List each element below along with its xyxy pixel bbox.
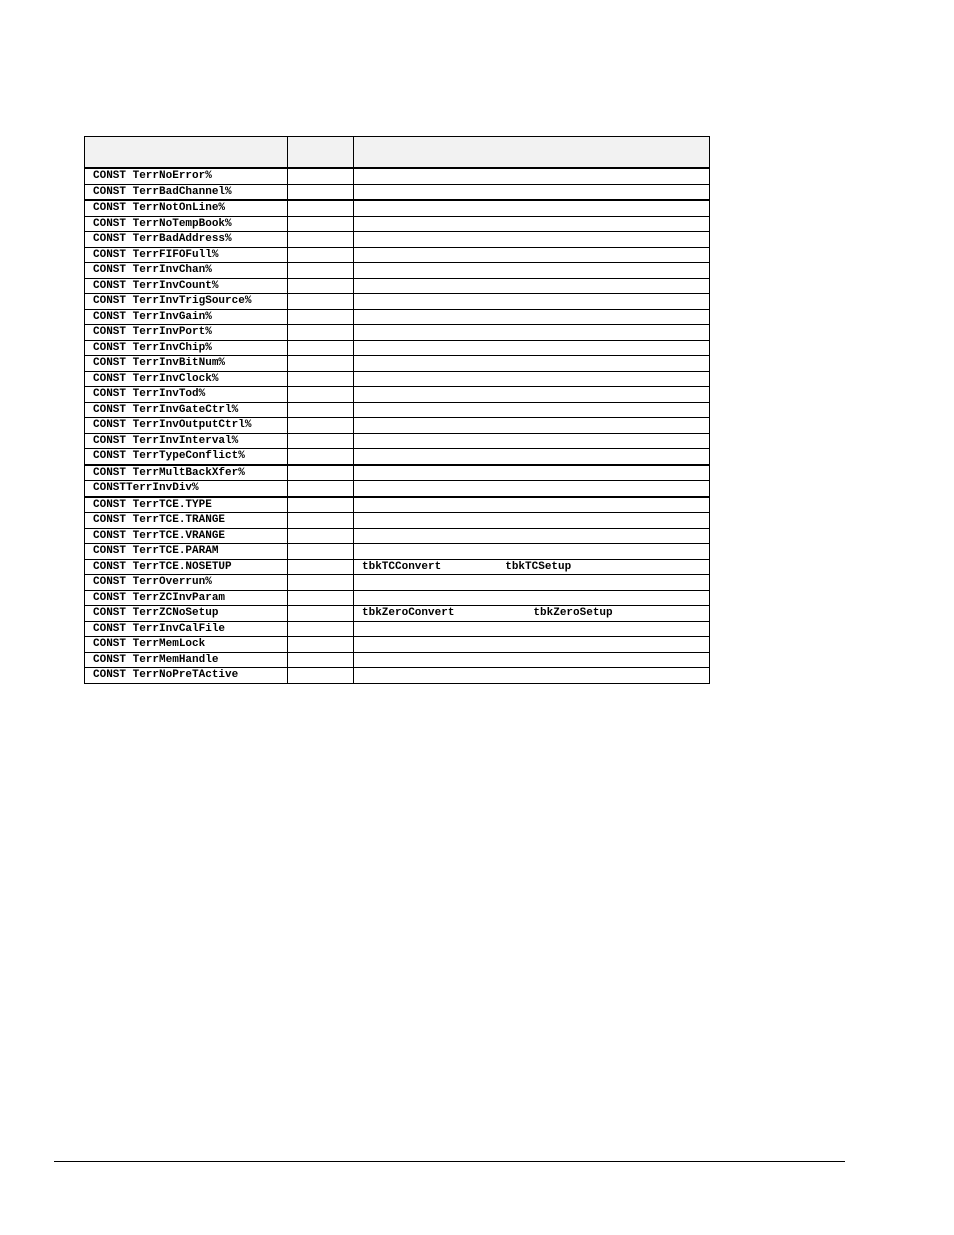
value-cell	[288, 621, 354, 637]
table-row	[85, 513, 710, 529]
table-row	[85, 325, 710, 341]
description-cell	[354, 544, 710, 560]
constant-name: CONST TerrInvOutputCtrl%	[85, 418, 288, 434]
description-cell	[354, 168, 710, 184]
value-cell	[288, 340, 354, 356]
constant-name: CONST TerrZCInvParam	[85, 590, 288, 606]
table-row	[85, 168, 710, 184]
table-row	[85, 371, 710, 387]
value-cell	[288, 371, 354, 387]
description-cell	[354, 184, 710, 200]
value-cell	[288, 513, 354, 529]
table-row	[85, 559, 710, 575]
description-cell	[354, 481, 710, 497]
value-cell	[288, 200, 354, 216]
table-row	[85, 481, 710, 497]
constant-name: CONST TerrInvBitNum%	[85, 356, 288, 372]
value-cell	[288, 606, 354, 622]
value-cell	[288, 497, 354, 513]
table-row	[85, 278, 710, 294]
constant-name: CONST TerrFIFOFull%	[85, 247, 288, 263]
value-cell	[288, 232, 354, 248]
value-cell	[288, 528, 354, 544]
constant-name: CONST TerrZCNoSetup	[85, 606, 288, 622]
table-row	[85, 402, 710, 418]
description-cell	[354, 216, 710, 232]
table-row	[85, 387, 710, 403]
table-row	[85, 433, 710, 449]
constant-name: CONST TerrInvTrigSource%	[85, 294, 288, 310]
table-row	[85, 418, 710, 434]
constant-name: CONST TerrTCE.VRANGE	[85, 528, 288, 544]
table-row	[85, 528, 710, 544]
value-cell	[288, 402, 354, 418]
table-row	[85, 247, 710, 263]
constant-name: CONST TerrInvChip%	[85, 340, 288, 356]
constant-name: CONST TerrTCE.PARAM	[85, 544, 288, 560]
constant-name: CONST TerrMultBackXfer%	[85, 465, 288, 481]
value-cell	[288, 168, 354, 184]
table-row	[85, 294, 710, 310]
table-row	[85, 449, 710, 465]
value-cell	[288, 652, 354, 668]
table-row	[85, 232, 710, 248]
table-row	[85, 263, 710, 279]
function-ref: tbkTCSetup	[505, 560, 572, 573]
description-cell	[354, 590, 710, 606]
table-row	[85, 652, 710, 668]
description-cell	[354, 528, 710, 544]
function-ref: tbkZeroSetup	[533, 607, 613, 620]
header-value	[288, 137, 354, 169]
constant-name: CONST TerrInvChan%	[85, 263, 288, 279]
description-cell	[354, 294, 710, 310]
constant-name: CONST TerrNotOnLine%	[85, 200, 288, 216]
description-cell	[354, 513, 710, 529]
constant-name: CONST TerrBadChannel%	[85, 184, 288, 200]
description-cell	[354, 309, 710, 325]
value-cell	[288, 263, 354, 279]
table-row	[85, 465, 710, 481]
description-cell	[354, 200, 710, 216]
value-cell	[288, 449, 354, 465]
description-cell	[354, 606, 710, 622]
value-cell	[288, 544, 354, 560]
value-cell	[288, 637, 354, 653]
description-cell	[354, 559, 710, 575]
description-cell	[354, 433, 710, 449]
description-cell	[354, 465, 710, 481]
constant-name: CONST TerrInvCount%	[85, 278, 288, 294]
table-row	[85, 200, 710, 216]
value-cell	[288, 294, 354, 310]
description-cell	[354, 340, 710, 356]
footer-divider	[54, 1161, 845, 1162]
constant-name: CONST TerrTCE.TYPE	[85, 497, 288, 513]
value-cell	[288, 575, 354, 591]
constant-name: CONST TerrInvClock%	[85, 371, 288, 387]
table-row	[85, 216, 710, 232]
description-cell	[354, 371, 710, 387]
constant-name: CONSTTerrInvDiv%	[85, 481, 288, 497]
value-cell	[288, 325, 354, 341]
table-row	[85, 356, 710, 372]
description-cell	[354, 418, 710, 434]
description-cell	[354, 263, 710, 279]
table-row	[85, 575, 710, 591]
constant-name: CONST TerrTCE.NOSETUP	[85, 559, 288, 575]
value-cell	[288, 559, 354, 575]
description-cell	[354, 232, 710, 248]
constant-name: CONST TerrNoTempBook%	[85, 216, 288, 232]
constant-name: CONST TerrInvInterval%	[85, 433, 288, 449]
value-cell	[288, 278, 354, 294]
table-row	[85, 606, 710, 622]
table-row	[85, 544, 710, 560]
constant-name: CONST TerrTypeConflict%	[85, 449, 288, 465]
value-cell	[288, 247, 354, 263]
description-cell	[354, 621, 710, 637]
value-cell	[288, 309, 354, 325]
constant-name: CONST TerrNoPreTActive	[85, 668, 288, 684]
table-row	[85, 497, 710, 513]
value-cell	[288, 481, 354, 497]
value-cell	[288, 356, 354, 372]
description-cell	[354, 497, 710, 513]
table-header-row	[85, 137, 710, 169]
header-description	[354, 137, 710, 169]
value-cell	[288, 590, 354, 606]
table-row	[85, 340, 710, 356]
constant-name: CONST TerrInvPort%	[85, 325, 288, 341]
value-cell	[288, 465, 354, 481]
constant-name: CONST TerrOverrun%	[85, 575, 288, 591]
table-row	[85, 668, 710, 684]
description-cell	[354, 325, 710, 341]
description-cell	[354, 356, 710, 372]
table-row	[85, 309, 710, 325]
value-cell	[288, 216, 354, 232]
value-cell	[288, 184, 354, 200]
description-cell	[354, 668, 710, 684]
description-cell	[354, 637, 710, 653]
header-constant	[85, 137, 288, 169]
description-cell	[354, 402, 710, 418]
constant-name: CONST TerrInvGateCtrl%	[85, 402, 288, 418]
table-row	[85, 590, 710, 606]
description-cell	[354, 449, 710, 465]
error-code-table	[84, 136, 710, 684]
function-ref: tbkZeroConvert	[362, 607, 455, 620]
constant-name: CONST TerrMemLock	[85, 637, 288, 653]
constant-name: CONST TerrInvTod%	[85, 387, 288, 403]
description-cell	[354, 278, 710, 294]
function-ref: tbkTCConvert	[362, 560, 442, 573]
value-cell	[288, 668, 354, 684]
value-cell	[288, 418, 354, 434]
constant-name: CONST TerrMemHandle	[85, 652, 288, 668]
table-row	[85, 621, 710, 637]
constant-name: CONST TerrInvCalFile	[85, 621, 288, 637]
constant-name: CONST TerrTCE.TRANGE	[85, 513, 288, 529]
description-cell	[354, 652, 710, 668]
constant-name: CONST TerrNoError%	[85, 168, 288, 184]
description-cell	[354, 387, 710, 403]
table-row	[85, 184, 710, 200]
description-cell	[354, 575, 710, 591]
constant-name: CONST TerrInvGain%	[85, 309, 288, 325]
value-cell	[288, 433, 354, 449]
description-cell	[354, 247, 710, 263]
constant-name: CONST TerrBadAddress%	[85, 232, 288, 248]
value-cell	[288, 387, 354, 403]
table-row	[85, 637, 710, 653]
